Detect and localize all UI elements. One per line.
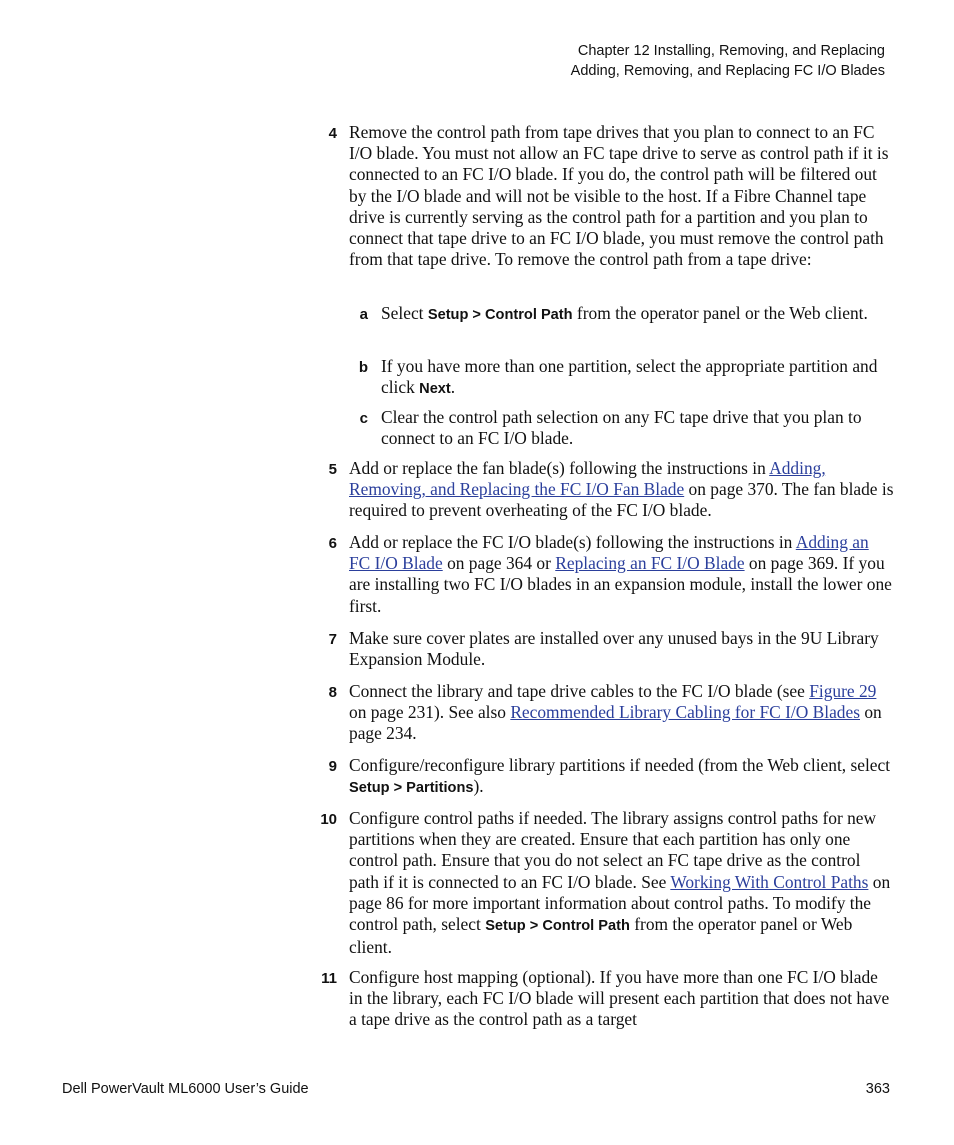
footer-title: Dell PowerVault ML6000 User’s Guide (62, 1081, 309, 1097)
link-recommended-cabling[interactable]: Recommended Library Cabling for FC I/O Blades (510, 702, 860, 723)
step-text: on page 364 or (442, 553, 556, 574)
step-number: 7 (328, 631, 337, 648)
step-4 (328, 122, 894, 270)
step-text: on page 369. If you are installing two FC I/O blades in an expansion module, install the lower one first. (349, 553, 892, 616)
link-adding-blade[interactable]: Adding an FC I/O Blade (349, 532, 869, 574)
step-8 (328, 681, 894, 745)
step-text: Add or replace the fan blade(s) following the instructions in (349, 458, 770, 478)
link-fan-blade[interactable]: Adding, Removing, and Replacing the FC I/O Fan Blade (349, 458, 826, 500)
step-text: Configure/reconfigure library partitions if needed (from the Web client, select (349, 755, 891, 775)
step-text: Add or replace the FC I/O blade(s) following the instructions in (349, 532, 796, 552)
step-number: 10 (320, 811, 337, 828)
substep-text: from the operator panel or the Web client. (572, 303, 868, 323)
substep-a (359, 303, 894, 326)
substep-letter: c (359, 410, 368, 427)
step-7 (328, 628, 894, 670)
ui-menu-path: Setup > Control Path (485, 918, 630, 935)
step-text: on page 86 for more important information about control paths. To modify the control path, select (349, 871, 891, 935)
step-number: 6 (328, 535, 337, 552)
link-control-paths[interactable]: Working With Control Paths (670, 871, 869, 892)
step-text: on page 231). See also (349, 702, 511, 723)
step-text: from the operator panel or Web client. (349, 914, 853, 958)
page-number: 363 (865, 1081, 890, 1097)
step-text: ). (473, 776, 484, 797)
step-text: on page 234. (349, 702, 882, 744)
step-number: 9 (328, 758, 337, 775)
step-9 (328, 755, 894, 799)
step-text: Remove the control path from tape drives that you plan to connect to an FC I/O blade. You must not allow an FC tape drive to serve as control path if it is connected to an FC I/O blade. If you do, the control path will be filtered out by the I/O blade and will not be visible to the host. If a Fibre Channel tape drive is currently serving as the control path for a partition and you plan to connect that tape drive to an FC I/O blade, you must remove the control path from that tape drive. To remove the control path from a tape drive: (349, 122, 889, 270)
step-11 (321, 967, 894, 1031)
link-figure-29[interactable]: Figure 29 (809, 681, 877, 701)
step-5 (328, 458, 894, 522)
step-number: 5 (328, 461, 337, 478)
ui-menu-path: Setup > Control Path (427, 307, 573, 323)
substep-text: . (450, 377, 456, 398)
ui-menu-path: Setup > Partitions (349, 780, 474, 797)
substep-letter: b (358, 359, 368, 376)
running-header-section: Adding, Removing, and Replacing FC I/O Blades (570, 63, 885, 79)
substep-text: Select (381, 303, 428, 323)
substep-c (359, 407, 894, 449)
running-header-chapter: Chapter 12 Installing, Removing, and Replacing (577, 43, 885, 59)
substep-letter: a (359, 306, 368, 323)
ui-button-name: Next (419, 381, 451, 398)
step-6 (328, 532, 894, 617)
substep-text: Clear the control path selection on any FC tape drive that you plan to connect to an FC I/O blade. (381, 407, 862, 449)
substep-b (358, 356, 894, 400)
step-number: 11 (321, 970, 337, 987)
step-10 (320, 808, 894, 958)
step-text: Configure control paths if needed. The library assigns control paths for new partitions when they are created. Ensure that each partition has only one control path. Ensure that you do not select an FC tape drive as the control path if it is connected to an FC I/O blade. See (349, 808, 877, 892)
step-text: Configure host mapping (optional). If you have more than one FC I/O blade in the library, each FC I/O blade will present each partition that does not have a tape drive as the control path as a target (349, 967, 890, 1030)
step-text: on page 370. The fan blade is required to prevent overheating of the FC I/O blade. (349, 479, 894, 521)
substep-text: If you have more than one partition, select the appropriate partition and click (381, 356, 878, 398)
step-text: Make sure cover plates are installed over any unused bays in the 9U Library Expansion Module. (349, 628, 879, 670)
step-number: 4 (328, 125, 337, 142)
step-text: Connect the library and tape drive cables to the FC I/O blade (see (349, 681, 810, 701)
link-replacing-blade[interactable]: Replacing an FC I/O Blade (555, 553, 745, 574)
step-number: 8 (328, 684, 337, 701)
